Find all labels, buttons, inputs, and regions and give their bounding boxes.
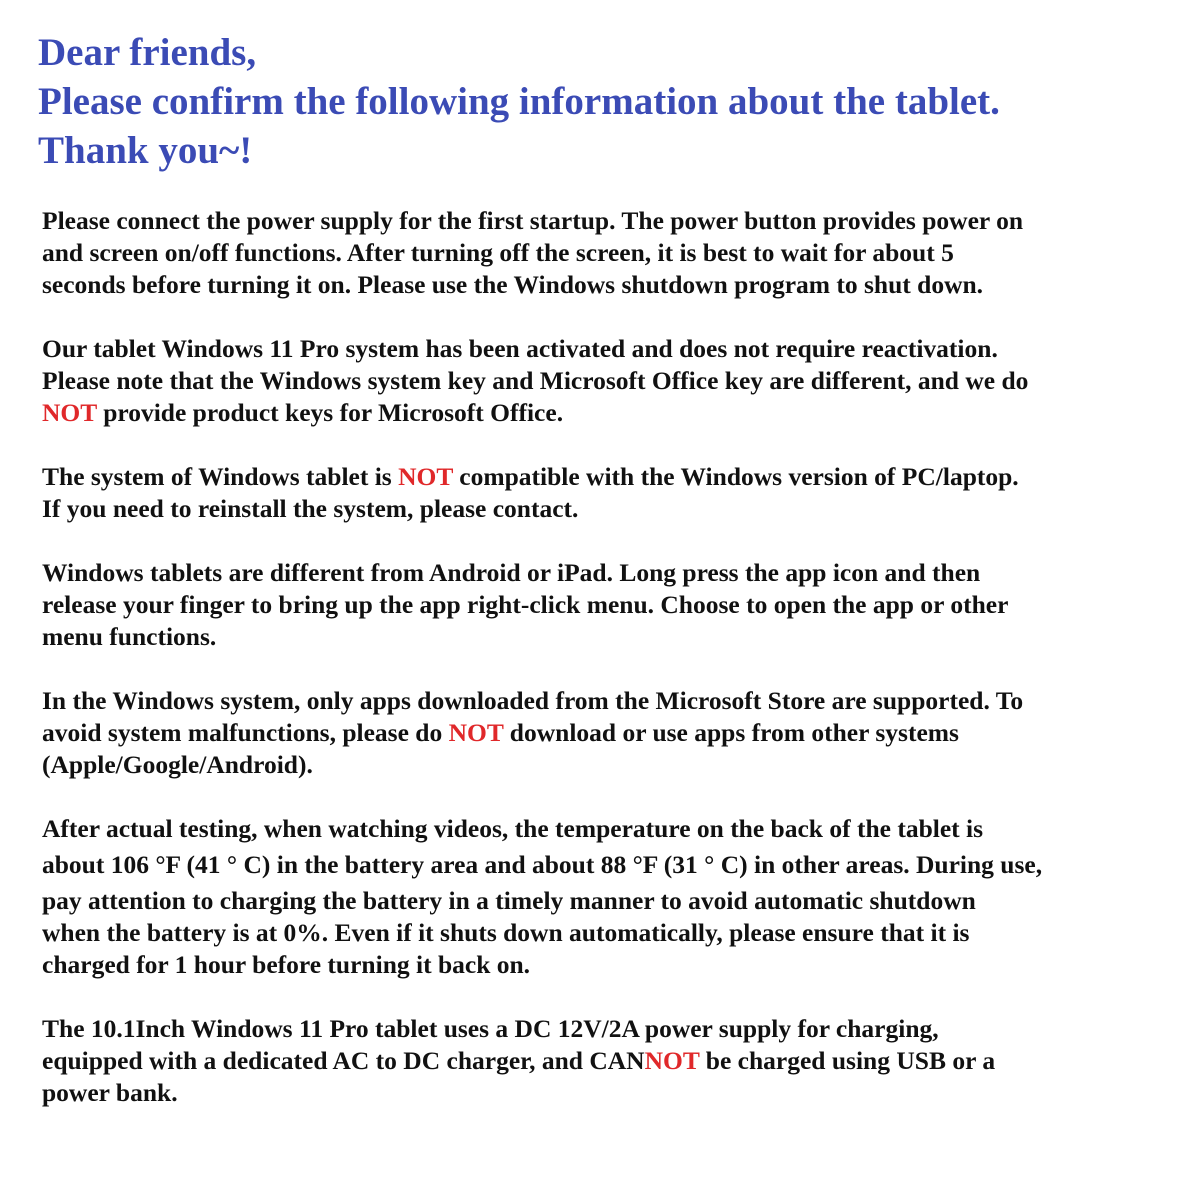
paragraph-text: compatible with the Windows version of PC/laptop. xyxy=(452,462,1019,491)
thanks-heading: Thank you~! xyxy=(38,129,253,172)
emphasis-not: NOT xyxy=(448,718,504,747)
paragraph-text: download or use apps from other systems xyxy=(503,718,959,747)
paragraph-line xyxy=(42,461,1182,493)
paragraph-touch-usage xyxy=(42,557,1182,653)
paragraph-line: release your finger to bring up the app right-click menu. Choose to open the app or other xyxy=(42,590,1009,619)
paragraph-line: Please note that the Windows system key and Microsoft Office key are different, and we do xyxy=(42,366,1029,395)
paragraph-app-store xyxy=(42,685,1182,781)
paragraph-line: about 106 °F (41 ° C) in the battery area and about 88 °F (31 ° C) in other areas. During use, xyxy=(42,850,1043,879)
header-notice xyxy=(38,28,1000,175)
paragraph-power-startup xyxy=(42,205,1182,301)
paragraph-text: provide product keys for Microsoft Office. xyxy=(96,398,564,427)
paragraph-line: and screen on/off functions. After turning off the screen, it is best to wait for about 5 xyxy=(42,238,954,267)
paragraph-temperature xyxy=(42,813,1182,981)
paragraph-line: pay attention to charging the battery in a timely manner to avoid automatic shutdown xyxy=(42,886,976,915)
paragraph-line xyxy=(42,397,1182,429)
paragraph-line: when the battery is at 0%. Even if it shuts down automatically, please ensure that it is xyxy=(42,918,970,947)
paragraph-line: Please connect the power supply for the first startup. The power button provides power on xyxy=(42,206,1024,235)
emphasis-not: NOT xyxy=(42,398,97,427)
paragraph-line: If you need to reinstall the system, please contact. xyxy=(42,494,579,523)
paragraph-line: After actual testing, when watching videos, the temperature on the back of the tablet is xyxy=(42,814,984,843)
paragraph-line xyxy=(42,1045,1182,1077)
emphasis-not: NOT xyxy=(398,462,453,491)
paragraph-line: Windows tablets are different from Android or iPad. Long press the app icon and then xyxy=(42,558,981,587)
paragraph-line: In the Windows system, only apps downloaded from the Microsoft Store are supported. To xyxy=(42,686,1024,715)
paragraph-compatibility xyxy=(42,461,1182,525)
paragraph-line: The 10.1Inch Windows 11 Pro tablet uses a DC 12V/2A power supply for charging, xyxy=(42,1014,939,1043)
notice-body xyxy=(42,205,1182,1141)
paragraph-line: menu functions. xyxy=(42,622,217,651)
greeting-heading: Dear friends, xyxy=(38,31,257,74)
paragraph-activation xyxy=(42,333,1182,429)
paragraph-text: avoid system malfunctions, please do xyxy=(42,718,449,747)
paragraph-line: charged for 1 hour before turning it back on. xyxy=(42,950,531,979)
request-heading: Please confirm the following information about the tablet. xyxy=(38,80,1000,123)
paragraph-line: seconds before turning it on. Please use the Windows shutdown program to shut down. xyxy=(42,270,984,299)
emphasis-not: NOT xyxy=(644,1046,700,1075)
paragraph-text: equipped with a dedicated AC to DC charger, and CAN xyxy=(42,1046,645,1075)
paragraph-line: power bank. xyxy=(42,1078,178,1107)
paragraph-charging xyxy=(42,1013,1182,1109)
paragraph-text: be charged using USB or a xyxy=(699,1046,996,1075)
paragraph-line xyxy=(42,717,1182,749)
paragraph-text: The system of Windows tablet is xyxy=(42,462,399,491)
paragraph-line: Our tablet Windows 11 Pro system has been activated and does not require reactivation. xyxy=(42,334,998,363)
paragraph-line: (Apple/Google/Android). xyxy=(42,750,313,779)
